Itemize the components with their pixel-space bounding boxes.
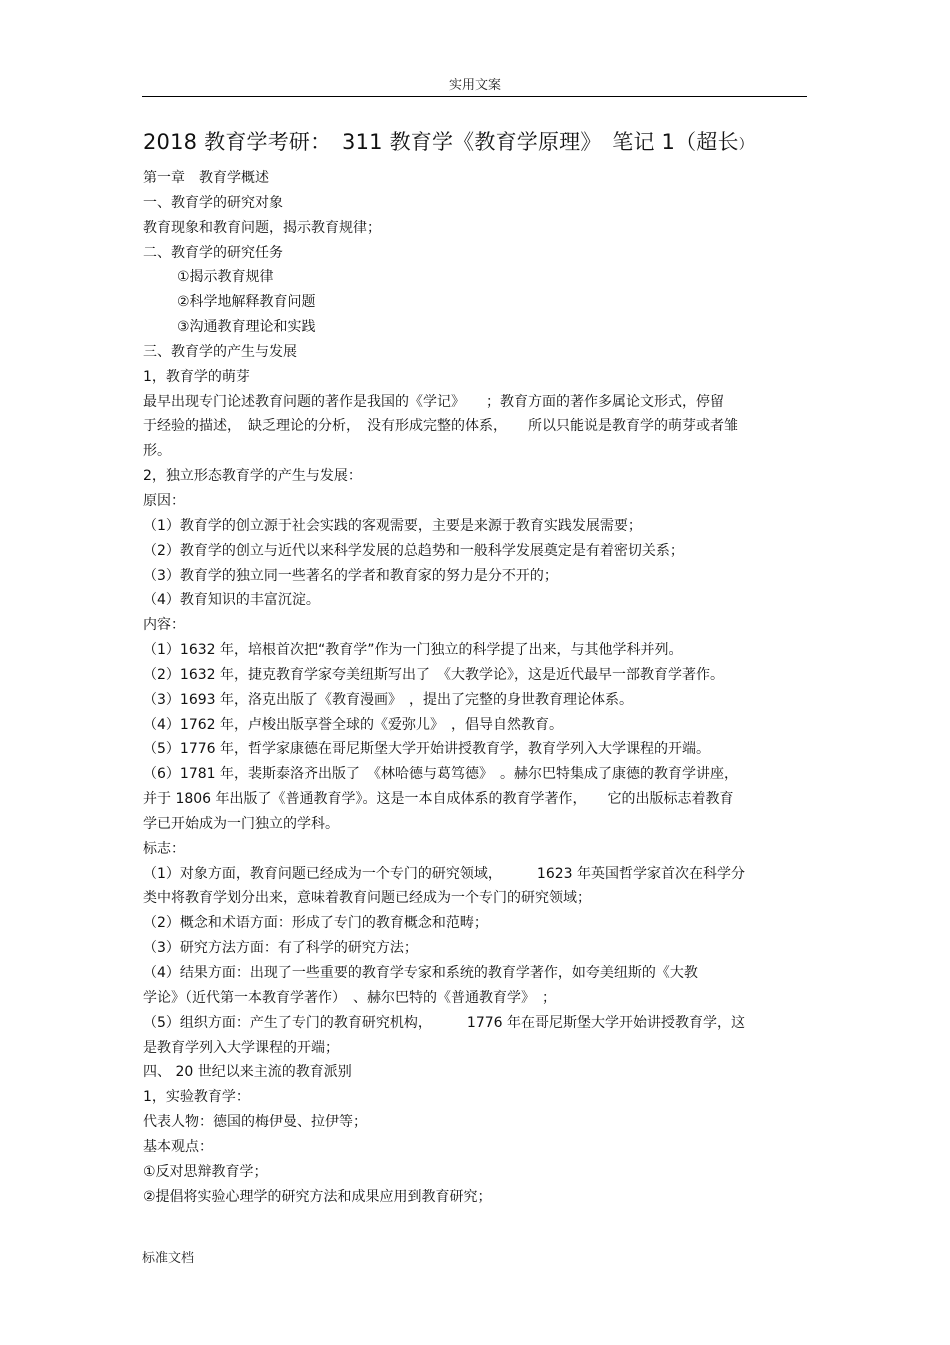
text-line: 2，独立形态教育学的产生与发展： bbox=[143, 468, 362, 485]
text-line: 形。 bbox=[143, 443, 171, 460]
text-line: （4）结果方面：出现了一些重要的教育学专家和系统的教育学著作，如夸美纽斯的《大教 bbox=[143, 965, 698, 981]
header-rule bbox=[142, 96, 807, 97]
text-line: （4）教育知识的丰富沉淀。 bbox=[143, 592, 320, 609]
text-line: 标志： bbox=[143, 840, 185, 857]
text-line: （4）1762 年，卢梭出版享誉全球的《爱弥儿》 ，倡导自然教育。 bbox=[143, 716, 563, 733]
text-line: （5）1776 年，哲学家康德在哥尼斯堡大学开始讲授教育学，教育学列入大学课程的开端。 bbox=[143, 741, 710, 758]
text-line: 四、 20 世纪以来主流的教育派别 bbox=[143, 1064, 352, 1081]
text-line: （2）概念和术语方面：形成了专门的教育概念和范畴； bbox=[143, 915, 488, 932]
text-line: （2）教育学的创立与近代以来科学发展的总趋势和一般科学发展奠定是有着密切关系； bbox=[143, 542, 684, 559]
text-line: ①揭示教育规律 bbox=[177, 269, 274, 286]
text-line: （3）研究方法方面：有了科学的研究方法； bbox=[143, 940, 418, 957]
text-line: ②提倡将实验心理学的研究方法和成果应用到教育研究； bbox=[143, 1188, 492, 1205]
text-line: 1，实验教育学： bbox=[143, 1089, 250, 1106]
text-line: ①反对思辩教育学； bbox=[143, 1163, 268, 1180]
text-line: 1，教育学的萌芽 bbox=[143, 368, 250, 385]
text-line: 第一章 教育学概述 bbox=[143, 170, 269, 186]
text-line: 类中将教育学划分出来，意味着教育问题已经成为一个专门的研究领域； bbox=[143, 890, 591, 907]
text-line: 学论》（近代第一本教育学著作） 、赫尔巴特的《普通教育学》 ； bbox=[143, 989, 556, 1006]
text-line: 最早出现专门论述教育问题的著作是我国的《学记》 ；教育方面的著作多属论文形式，停留 bbox=[143, 393, 724, 410]
title-tail: ） bbox=[738, 137, 753, 153]
text-line: 学已开始成为一门独立的学科。 bbox=[143, 815, 339, 832]
text-line: ③沟通教育理论和实践 bbox=[177, 319, 316, 336]
text-line: （3）教育学的独立同一些著名的学者和教育家的努力是分不开的； bbox=[143, 567, 558, 584]
text-line: （5）组织方面：产生了专门的教育研究机构， 1776 年在哥尼斯堡大学开始讲授教育学，这 bbox=[143, 1014, 745, 1031]
document-body bbox=[143, 166, 813, 1209]
text-line: （1）对象方面，教育问题已经成为一个专门的研究领域， 1623 年英国哲学家首次在科学分 bbox=[143, 865, 745, 882]
text-line: 内容： bbox=[143, 617, 185, 634]
text-line: 代表人物：德国的梅伊曼、拉伊等； bbox=[143, 1114, 367, 1131]
text-line: 并于 1806 年出版了《普通教育学》。这是一本自成体系的教育学著作， 它的出版标志着教育 bbox=[143, 791, 734, 808]
title-main: 2018 教育学考研： 311 教育学《教育学原理》 笔记 1（超长 bbox=[143, 130, 739, 154]
text-line: （2）1632 年，捷克教育学家夸美纽斯写出了 《大教学论》，这是近代最早一部教育学著作。 bbox=[143, 666, 724, 683]
page-footer: 标准文档 bbox=[142, 1251, 195, 1266]
text-line: 二、教育学的研究任务 bbox=[143, 244, 283, 261]
text-line: ②科学地解释教育问题 bbox=[177, 294, 316, 311]
text-line: 三、教育学的产生与发展 bbox=[143, 343, 297, 360]
text-line: 一、教育学的研究对象 bbox=[143, 194, 283, 211]
document-title bbox=[143, 128, 823, 159]
page-header: 实用文案 bbox=[448, 78, 501, 93]
text-line: 于经验的描述， 缺乏理论的分析， 没有形成完整的体系， 所以只能说是教育学的萌芽或者雏 bbox=[143, 418, 738, 435]
text-line: 原因： bbox=[143, 492, 185, 509]
text-line: 基本观点： bbox=[143, 1138, 213, 1155]
text-line: （1）教育学的创立源于社会实践的客观需要，主要是来源于教育实践发展需要； bbox=[143, 517, 642, 534]
text-line: （6）1781 年，裴斯泰洛齐出版了 《林哈德与葛笃德》 。赫尔巴特集成了康德的教育学讲座， bbox=[143, 766, 738, 783]
text-line: （3）1693 年，洛克出版了《教育漫画》 ，提出了完整的身世教育理论体系。 bbox=[143, 691, 633, 708]
text-line: 教育现象和教育问题，揭示教育规律； bbox=[143, 219, 381, 236]
text-line: 是教育学列入大学课程的开端； bbox=[143, 1039, 339, 1056]
text-line: （1）1632 年，培根首次把“教育学”作为一门独立的科学提了出来，与其他学科并列。 bbox=[143, 642, 683, 659]
